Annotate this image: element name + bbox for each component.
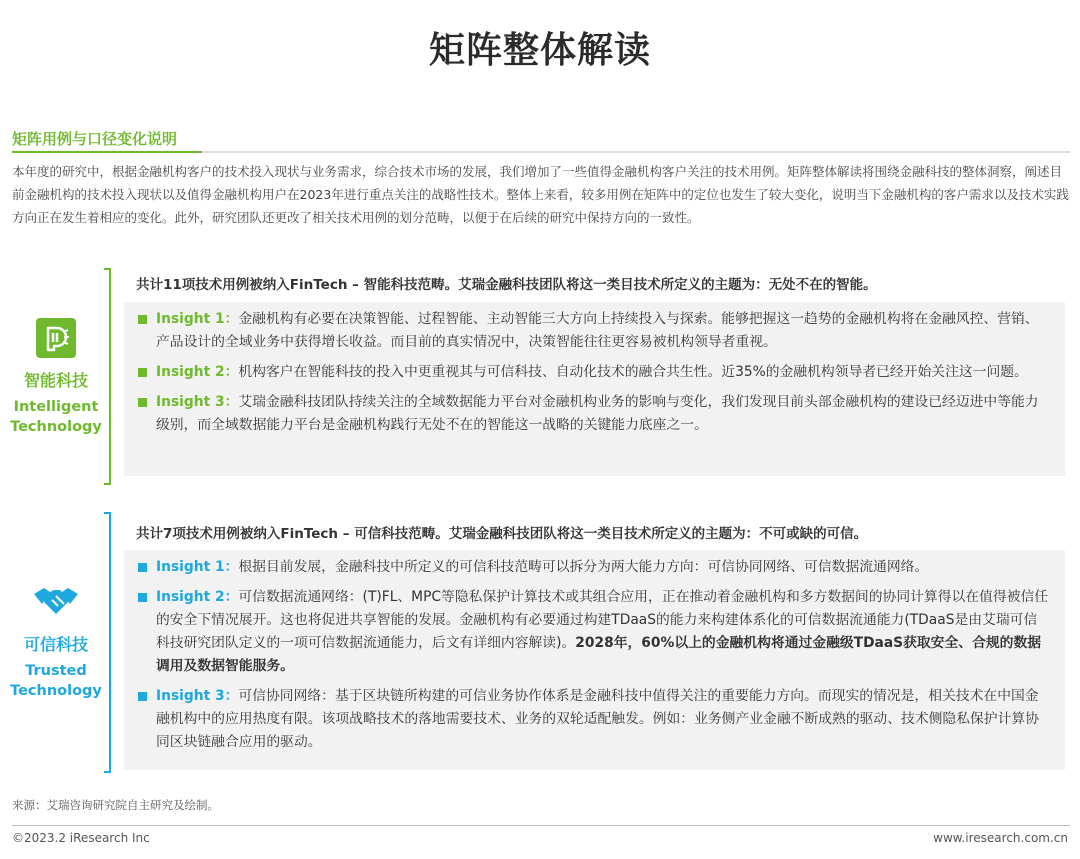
source-note: 来源：艾瑞咨询研究院自主研究及绘制。 [12,798,219,812]
green-bracket [104,268,111,485]
insight-item [136,361,1051,384]
insight-text: 可信协同网络：基于区块链所构建的可信业务协作体系是金融科技中值得关注的重要能力方向。而现实的情况是，相关技术在中国金融机构中的应用热度有限。该项战略技术的落地需要技术、业务的双轮适配触发。例如：业务侧产业金融不断成熟的驱动、技术侧隐私保护计算协同区块链融合应用的驱动。 [156,688,1039,750]
trusted-heading: 共计7项技术用例被纳入FinTech – 可信科技范畴。艾瑞金融科技团队将这一类目技术所定义的主题为：不可或缺的可信。 [136,526,868,542]
trusted-insights-panel [124,550,1065,770]
bullet-icon [138,398,147,407]
ai-chip-icon [36,318,76,358]
intelligent-insights-panel [124,302,1065,476]
insight-item [136,586,1051,678]
section-heading: 矩阵用例与口径变化说明 [12,130,178,148]
insight-item [136,556,1051,579]
category-intelligent [0,318,112,437]
category-title-en [0,661,112,701]
insight-highlight: 2028年，60%以上的金融机构将通过金融级TDaaS获取安全、合规的数据调用及数据智能服务。 [156,635,1042,674]
category-title-en-line2: Technology [10,419,102,435]
bullet-icon [138,692,147,701]
blue-bracket [104,512,111,773]
insight-label: Insight 1： [156,559,239,575]
bullet-icon [138,315,147,324]
insight-text: 根据目前发展，金融科技中所定义的可信科技范畴可以拆分为两大能力方向：可信协同网络、可信数据流通网络。 [238,559,929,575]
footer-copyright: ©2023.2 iResearch Inc [12,831,150,845]
insight-label: Insight 3： [156,688,239,704]
insight-item [136,391,1051,437]
category-title-cn: 可信科技 [23,635,88,654]
insight-label: Insight 3： [156,394,239,410]
insight-label: Insight 2： [156,364,239,380]
category-trusted [0,582,112,701]
insight-text: 机构客户在智能科技的投入中更重视其与可信科技、自动化技术的融合共生性。近35%的金融机构领导者已经开始关注这一问题。 [238,364,1028,380]
page-title: 矩阵整体解读 [428,30,651,71]
insight-text: 可信数据流通网络：(T)FL、MPC等隐私保护计算技术或其组合应用，正在推动着金融机构和多方数据间的协同计算得以在值得被信任的安全下情况展开。这也将促进共享智能的发展。金融机构有必要通过构建TDaaS的能力来构建体系化的可信数据流通能力(TDaaS是由艾瑞可信科技研究团队定义的一项可信数据流通能力，后文有详细内容解读)。 [156,589,1049,651]
handshake-icon [36,582,76,622]
intro-paragraph: 本年度的研究中，根据金融机构客户的技术投入现状与业务需求，综合技术市场的发展，我们增加了一些值得金融机构客户关注的技术用例。矩阵整体解读将围绕金融科技的整体洞察，阐述目前金融机构的技术投入现状以及值得金融机构用户在2023年进行重点关注的战略性技术。整体上来看，较多用例在矩阵中的定位也发生了较大变化，说明当下金融机构的客户需求以及技术实践方向正在发生着相应的变化。此外，研究团队还更改了相关技术用例的划分范畴，以便于在后续的研究中保持方向的一致性。 [12,164,1069,225]
category-title-en-line1: Intelligent [13,399,99,415]
section-divider [12,151,1070,153]
insight-item [136,685,1051,754]
category-title-en [0,397,112,437]
bullet-icon [138,593,147,602]
category-title-cn: 智能科技 [23,371,88,390]
insight-item [136,308,1051,354]
footer-divider [12,825,1070,826]
insight-label: Insight 1： [156,311,239,327]
footer-website: www.iresearch.com.cn [933,831,1068,845]
insight-label: Insight 2： [156,589,239,605]
intelligent-heading: 共计11项技术用例被纳入FinTech – 智能科技范畴。艾瑞金融科技团队将这一类目技术所定义的主题为：无处不在的智能。 [136,277,877,293]
bullet-icon [138,368,147,377]
bullet-icon [138,563,147,572]
category-title-en-line2: Technology [10,683,102,699]
insight-text: 金融机构有必要在决策智能、过程智能、主动智能三大方向上持续投入与探索。能够把握这一趋势的金融机构将在金融风控、营销、产品设计的全域业务中获得增长收益。而目前的真实情况中，决策智能往往更容易被机构领导者重视。 [156,311,1039,350]
insight-text: 艾瑞金融科技团队持续关注的全域数据能力平台对金融机构业务的影响与变化，我们发现目前头部金融机构的建设已经迈进中等能力级别，而全域数据能力平台是金融机构践行无处不在的智能这一战略的关键能力底座之一。 [156,394,1039,433]
category-title-en-line1: Trusted [25,663,87,679]
